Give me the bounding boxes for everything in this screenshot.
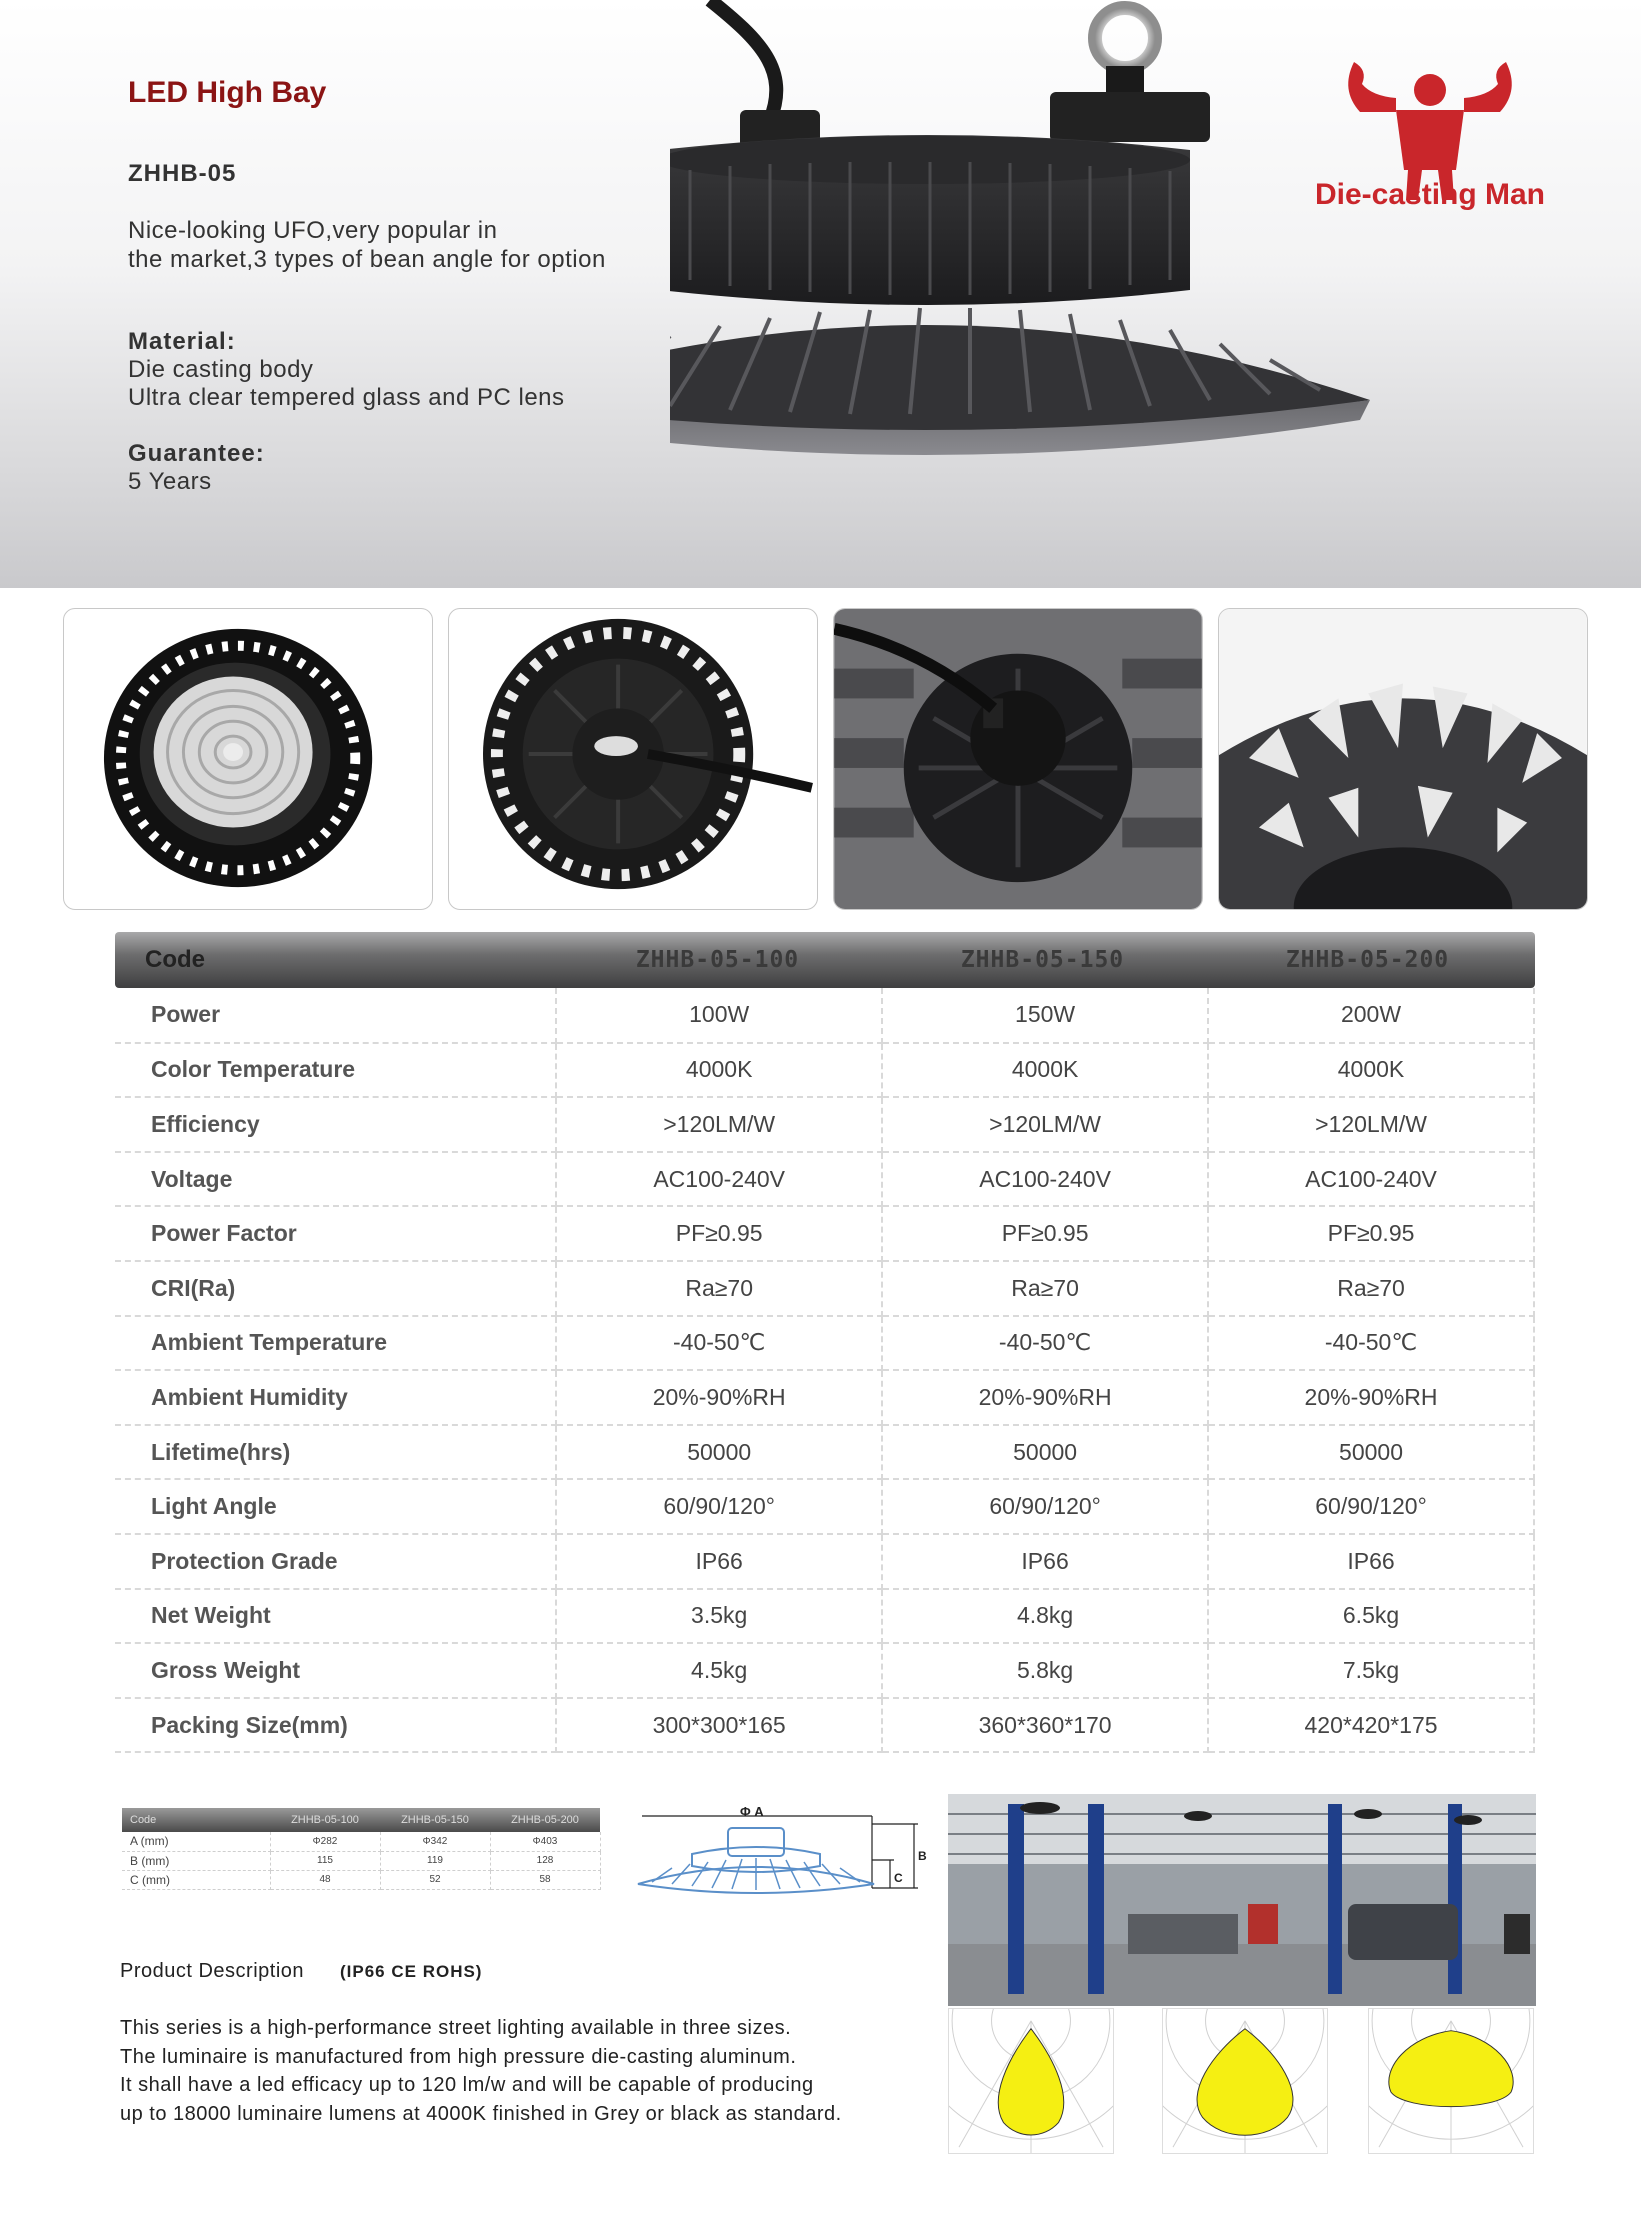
table-row bbox=[122, 1851, 600, 1870]
cell-value: 4000K bbox=[882, 1043, 1208, 1098]
hero-banner bbox=[0, 0, 1641, 588]
cell-value: 3.5kg bbox=[556, 1589, 882, 1644]
specification-table bbox=[115, 932, 1535, 1753]
row-label: Net Weight bbox=[115, 1589, 556, 1644]
table-row bbox=[115, 1152, 1534, 1207]
row-label: Voltage bbox=[115, 1152, 556, 1207]
table-row bbox=[122, 1832, 600, 1851]
cell-value: 50000 bbox=[1208, 1425, 1534, 1480]
cell-value: 300*300*165 bbox=[556, 1698, 882, 1753]
dim-label-a: Φ A bbox=[740, 1804, 764, 1819]
cell-value: PF≥0.95 bbox=[1208, 1206, 1534, 1261]
dimension-table bbox=[122, 1808, 600, 1890]
lamp-driver-image bbox=[834, 609, 1202, 909]
cell-value: 58 bbox=[490, 1870, 600, 1889]
cell-value: Φ282 bbox=[270, 1832, 380, 1851]
material-text: Die casting body Ultra clear tempered glass and PC lens bbox=[128, 356, 565, 411]
guarantee-value: 5 Years bbox=[128, 468, 212, 495]
table-row bbox=[115, 1534, 1534, 1589]
cell-value: IP66 bbox=[1208, 1534, 1534, 1589]
cell-value: IP66 bbox=[882, 1534, 1208, 1589]
dimension-table-body bbox=[122, 1832, 601, 1890]
row-label: Power Factor bbox=[115, 1206, 556, 1261]
cell-value: 20%-90%RH bbox=[882, 1370, 1208, 1425]
lamp-fins-image bbox=[1219, 609, 1587, 909]
model-header-200: ZHHB-05-200 bbox=[1285, 947, 1450, 973]
thumbnail-back-view[interactable] bbox=[448, 608, 818, 910]
dim-label-b: B bbox=[918, 1849, 927, 1863]
material-heading: Material: bbox=[128, 328, 236, 355]
polar-diagram-90 bbox=[1162, 2008, 1328, 2154]
row-label: Power bbox=[115, 988, 556, 1043]
dimension-drawing bbox=[632, 1802, 932, 1932]
table-row bbox=[115, 1425, 1534, 1480]
polar-diagram-120 bbox=[1368, 2008, 1534, 2154]
cell-value: Ra≥70 bbox=[1208, 1261, 1534, 1316]
cell-value: 50000 bbox=[556, 1425, 882, 1480]
cell-value: 60/90/120° bbox=[882, 1479, 1208, 1534]
cell-value: 360*360*170 bbox=[882, 1698, 1208, 1753]
cell-value: 150W bbox=[882, 988, 1208, 1043]
cell-value: 420*420*175 bbox=[1208, 1698, 1534, 1753]
polar-diagram-60 bbox=[948, 2008, 1114, 2154]
model-header-150: ZHHB-05-150 bbox=[960, 947, 1125, 973]
certification-badges: (IP66 CE ROHS) bbox=[340, 1962, 483, 1981]
cell-value: 200W bbox=[1208, 988, 1534, 1043]
table-row bbox=[115, 1043, 1534, 1098]
cell-value: 4000K bbox=[1208, 1043, 1534, 1098]
code-header: Code bbox=[145, 946, 205, 973]
table-row bbox=[115, 988, 1534, 1043]
row-label: Ambient Humidity bbox=[115, 1370, 556, 1425]
cell-value: 60/90/120° bbox=[556, 1479, 882, 1534]
thumbnail-fins-closeup[interactable] bbox=[1218, 608, 1588, 910]
dim-label-c: C bbox=[894, 1871, 903, 1885]
cell-value: >120LM/W bbox=[556, 1097, 882, 1152]
row-label: B (mm) bbox=[122, 1851, 270, 1870]
row-label: A (mm) bbox=[122, 1832, 270, 1851]
cell-value: 20%-90%RH bbox=[556, 1370, 882, 1425]
spec-table-body bbox=[115, 988, 1535, 1753]
product-title: LED High Bay bbox=[128, 76, 327, 109]
row-label: CRI(Ra) bbox=[115, 1261, 556, 1316]
cell-value: 128 bbox=[490, 1851, 600, 1870]
cell-value: 4.8kg bbox=[882, 1589, 1208, 1644]
row-label: Efficiency bbox=[115, 1097, 556, 1152]
row-label: Lifetime(hrs) bbox=[115, 1425, 556, 1480]
table-row bbox=[115, 1698, 1534, 1753]
product-tagline: Nice-looking UFO,very popular in the market,3 types of bean angle for option bbox=[128, 217, 606, 273]
row-label: Ambient Temperature bbox=[115, 1316, 556, 1371]
cell-value: 20%-90%RH bbox=[1208, 1370, 1534, 1425]
row-label: Gross Weight bbox=[115, 1643, 556, 1698]
spec-table-header bbox=[115, 932, 1535, 988]
guarantee-heading: Guarantee: bbox=[128, 440, 265, 467]
cell-value: Ra≥70 bbox=[882, 1261, 1208, 1316]
cell-value: 4000K bbox=[556, 1043, 882, 1098]
table-row bbox=[115, 1206, 1534, 1261]
cell-value: Ra≥70 bbox=[556, 1261, 882, 1316]
row-label: Light Angle bbox=[115, 1479, 556, 1534]
cell-value: 5.8kg bbox=[882, 1643, 1208, 1698]
cell-value: 100W bbox=[556, 988, 882, 1043]
cell-value: 7.5kg bbox=[1208, 1643, 1534, 1698]
product-description-title: Product Description bbox=[120, 1960, 305, 1982]
cell-value: 60/90/120° bbox=[1208, 1479, 1534, 1534]
table-row bbox=[115, 1261, 1534, 1316]
lamp-back-image bbox=[449, 609, 817, 909]
model-header-100: ZHHB-05-100 bbox=[635, 947, 800, 973]
cell-value: 115 bbox=[270, 1851, 380, 1870]
dim-model-header-150: ZHHB-05-150 bbox=[401, 1814, 469, 1826]
cell-value: PF≥0.95 bbox=[882, 1206, 1208, 1261]
table-row bbox=[115, 1316, 1534, 1371]
cell-value: 6.5kg bbox=[1208, 1589, 1534, 1644]
cell-value: 50000 bbox=[882, 1425, 1208, 1480]
cell-value: AC100-240V bbox=[556, 1152, 882, 1207]
cell-value: AC100-240V bbox=[882, 1152, 1208, 1207]
cell-value: Φ403 bbox=[490, 1832, 600, 1851]
table-row bbox=[115, 1370, 1534, 1425]
table-row bbox=[122, 1870, 600, 1889]
table-row bbox=[115, 1589, 1534, 1644]
row-label: Packing Size(mm) bbox=[115, 1698, 556, 1753]
cell-value: -40-50℃ bbox=[882, 1316, 1208, 1371]
lamp-front-image bbox=[64, 609, 432, 909]
row-label: Protection Grade bbox=[115, 1534, 556, 1589]
workshop-installation-photo bbox=[948, 1794, 1536, 2006]
cell-value: PF≥0.95 bbox=[556, 1206, 882, 1261]
logo-text: Die-casting Man bbox=[1314, 178, 1546, 211]
cell-value: -40-50℃ bbox=[1208, 1316, 1534, 1371]
cell-value: IP66 bbox=[556, 1534, 882, 1589]
cell-value: 52 bbox=[380, 1870, 490, 1889]
cell-value: -40-50℃ bbox=[556, 1316, 882, 1371]
dim-code-header: Code bbox=[130, 1814, 157, 1826]
cell-value: 119 bbox=[380, 1851, 490, 1870]
product-model: ZHHB-05 bbox=[128, 160, 237, 187]
table-row bbox=[115, 1097, 1534, 1152]
dim-model-header-100: ZHHB-05-100 bbox=[291, 1814, 359, 1826]
cell-value: 4.5kg bbox=[556, 1643, 882, 1698]
table-row bbox=[115, 1643, 1534, 1698]
cell-value: >120LM/W bbox=[882, 1097, 1208, 1152]
thumbnail-driver-view[interactable] bbox=[833, 608, 1203, 910]
cell-value: AC100-240V bbox=[1208, 1152, 1534, 1207]
cell-value: >120LM/W bbox=[1208, 1097, 1534, 1152]
table-row bbox=[115, 1479, 1534, 1534]
row-label: Color Temperature bbox=[115, 1043, 556, 1098]
row-label: C (mm) bbox=[122, 1870, 270, 1889]
dimension-table-header bbox=[122, 1808, 600, 1832]
cell-value: Φ342 bbox=[380, 1832, 490, 1851]
dim-model-header-200: ZHHB-05-200 bbox=[511, 1814, 579, 1826]
cell-value: 48 bbox=[270, 1870, 380, 1889]
thumbnail-front-view[interactable] bbox=[63, 608, 433, 910]
product-description-body: This series is a high-performance street lighting available in three sizes. The luminaire is manufactured from high pressure die-casting aluminum. It shall have a led efficacy up to 120 lm/w and will be capable of producing up to 18000 luminaire lumens at 4000K finished in Grey or black as standard. bbox=[120, 2017, 842, 2125]
